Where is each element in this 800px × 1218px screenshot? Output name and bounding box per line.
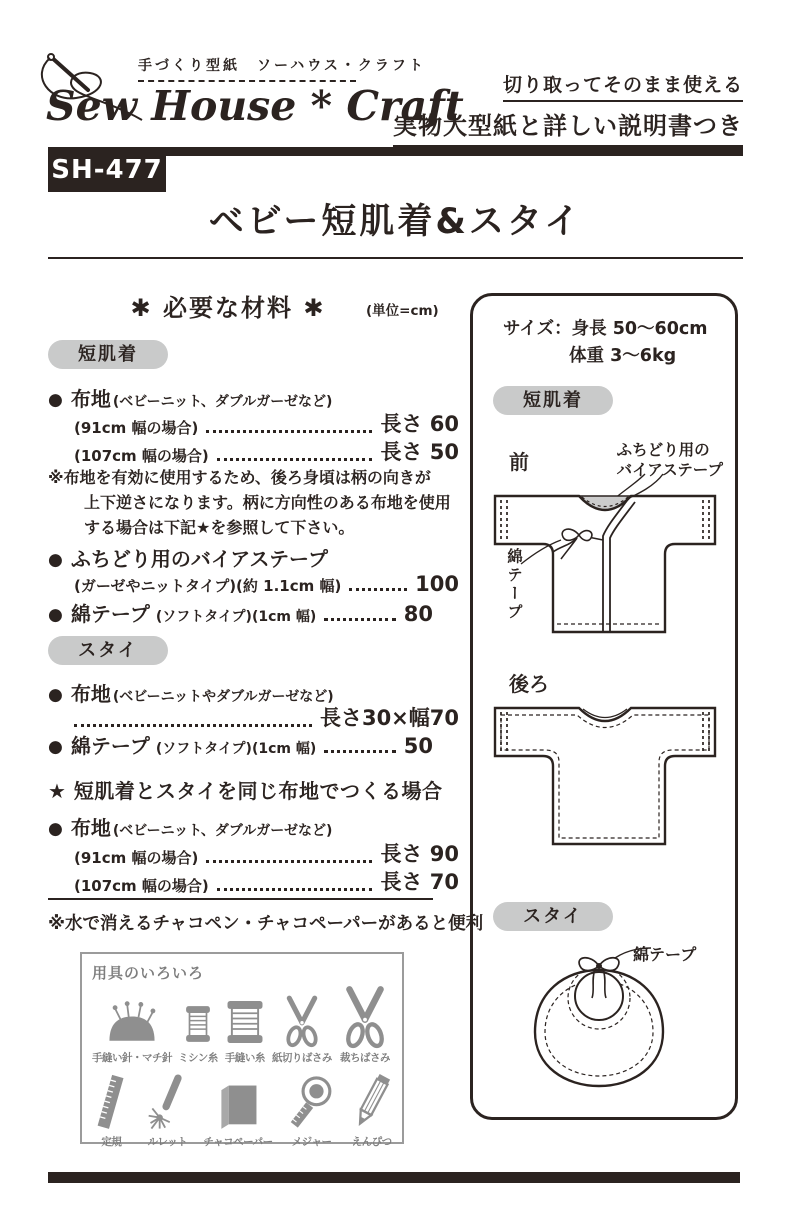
diagram-pill-shirt (493, 386, 613, 415)
row-value: 長さ30×幅70 (319, 706, 459, 730)
section-pill-bib (48, 636, 433, 665)
note-line: ※布地を有効に使用するため、後ろ身頃は柄の向きが (48, 468, 431, 487)
item-note: (ソフトタイプ)(1cm 幅) (155, 609, 317, 625)
diagram-pill-bib (493, 902, 613, 931)
cotton-tape-label-front: 綿テープ (505, 548, 523, 622)
dotted-leader (217, 888, 373, 891)
pill-label: スタイ (493, 902, 613, 931)
page-title: ベビー短肌着&スタイ (208, 202, 583, 242)
back-view-label: 後ろ (509, 672, 549, 696)
bullet-icon: ● (48, 550, 63, 570)
bullet-icon: ● (48, 605, 63, 625)
row-value: 50 (403, 734, 433, 758)
dotted-leader (74, 724, 312, 727)
annotation-line: ふちどり用の (616, 441, 710, 459)
brand-logo-text: Sew House * Craft (46, 82, 464, 130)
material-row (48, 572, 459, 596)
tools-row-1 (92, 985, 392, 1065)
tool-hand-thread (224, 995, 266, 1065)
row-label: (107cm 幅の場合) (74, 877, 209, 895)
tracing-wheel-icon (145, 1071, 189, 1133)
tool-label: えんぴつ (351, 1136, 392, 1148)
dotted-leader (206, 860, 372, 863)
tool-pins (92, 997, 172, 1065)
item-name: 綿テープ (70, 602, 150, 626)
row-label: (91cm 幅の場合) (74, 849, 199, 867)
annotation-line: バイアステープ (616, 461, 723, 480)
tool-label: ミシン糸 (178, 1052, 218, 1064)
note-line: する場合は下記★を参照して下さい。 (84, 517, 355, 537)
item-note: (ソフトタイプ)(1cm 幅) (155, 741, 317, 757)
tool-label: 裁ちばさみ (340, 1052, 390, 1064)
tool-tape-measure (287, 1071, 337, 1149)
scissors-icon (280, 993, 324, 1049)
pill-label: 短肌着 (48, 340, 168, 369)
item-name: 布地 (70, 682, 111, 706)
material-row (48, 702, 459, 732)
bib-diagram (511, 938, 701, 1096)
scissors-icon (338, 985, 392, 1049)
pill-label: スタイ (48, 636, 168, 665)
tool-label: 手縫い針・マチ針 (92, 1052, 172, 1064)
tool-label: メジャー (291, 1136, 332, 1148)
item-name: 布地 (70, 816, 111, 840)
fabric-direction-note (48, 466, 451, 540)
size-info (503, 316, 708, 370)
material-row (48, 838, 459, 868)
size-weight: 体重 3〜6kg (569, 346, 677, 367)
item-note: (ベビーニット、ダブルガーゼなど) (112, 823, 333, 839)
header-slogans (393, 70, 743, 147)
tool-pencil (351, 1071, 393, 1149)
material-item-cottontape (48, 598, 433, 627)
tool-machine-thread (178, 999, 218, 1065)
tape-measure-icon (287, 1071, 337, 1133)
chalk-paper-icon (214, 1075, 262, 1133)
materials-heading: ✱ 必要な材料 ✱ (130, 294, 326, 322)
dotted-leader (217, 458, 373, 461)
dotted-leader (206, 430, 372, 433)
note-line: 上下逆さになります。柄に方向性のある布地を使用 (84, 492, 451, 512)
slogan-line2: 実物大型紙と詳しい説明書つき (393, 102, 743, 147)
tool-label: ルレット (147, 1136, 188, 1148)
tool-label: 定規 (101, 1136, 122, 1148)
material-item-biastape (48, 543, 433, 572)
row-value: 長さ 60 (380, 412, 459, 436)
row-value: 長さ 90 (380, 842, 459, 866)
ruler-icon (91, 1071, 131, 1133)
material-row (48, 866, 459, 896)
item-name: ふちどり用のバイアステープ (70, 547, 329, 571)
brand-tagline: 手づくり型紙 ソーハウス・クラフト (138, 58, 426, 74)
materials-divider (48, 898, 433, 900)
material-item-fabric-combined (48, 812, 433, 841)
size-height: サイズ：身長 50〜60cm (503, 319, 708, 339)
tool-paper-scissors (272, 993, 332, 1065)
section-pill-shirt (48, 340, 433, 369)
diagram-panel (470, 293, 738, 1120)
tool-ruler (91, 1071, 131, 1149)
pencil-icon (351, 1071, 393, 1133)
item-name: 綿テープ (70, 734, 150, 758)
tool-tracing-wheel (145, 1071, 189, 1149)
dotted-leader (349, 588, 407, 591)
chalk-pen-tip: ※水で消えるチャコペン・チャコペーパーがあると便利 (48, 914, 484, 934)
combined-fabric-heading: ★ 短肌着とスタイを同じ布地でつくる場合 (48, 779, 443, 803)
front-view-label: 前 (509, 450, 529, 474)
footer-bar (48, 1172, 740, 1183)
row-value: 80 (403, 602, 433, 626)
thread-spool-icon (181, 999, 215, 1049)
tools-box (80, 952, 404, 1148)
bullet-icon: ● (48, 819, 63, 839)
item-note: (ベビーニット、ダブルガーゼなど) (112, 394, 333, 410)
row-label: (ガーゼやニットタイプ)(約 1.1cm 幅) (74, 577, 342, 595)
material-row (48, 436, 459, 466)
bullet-icon: ● (48, 390, 63, 410)
row-value: 長さ 70 (380, 870, 459, 894)
title-underline (48, 257, 743, 259)
row-label: (91cm 幅の場合) (74, 419, 199, 437)
dotted-leader (324, 618, 396, 621)
tools-box-title: 用具のいろいろ (92, 964, 205, 982)
tool-label: チャコペーパー (203, 1136, 273, 1148)
dotted-leader (324, 750, 396, 753)
tool-fabric-scissors (338, 985, 392, 1065)
row-value: 100 (415, 572, 459, 596)
material-item-cottontape-bib (48, 730, 433, 759)
bullet-icon: ● (48, 685, 63, 705)
materials-unit: (単位=cm) (366, 303, 439, 319)
tool-label: 手縫い糸 (224, 1052, 265, 1064)
pincushion-icon (103, 997, 161, 1049)
item-name: 布地 (70, 387, 111, 411)
item-note: (ベビーニットやダブルガーゼなど) (112, 689, 334, 705)
row-label: (107cm 幅の場合) (74, 447, 209, 465)
thread-spool-icon (224, 995, 266, 1049)
pill-label: 短肌着 (493, 386, 613, 415)
slogan-line1: 切り取ってそのまま使える (503, 70, 743, 102)
cotton-tape-label-bib: 綿テープ (633, 945, 697, 964)
back-garment-diagram (487, 698, 723, 866)
tool-label: 紙切りばさみ (271, 1052, 332, 1064)
tools-row-2 (92, 1071, 392, 1149)
bullet-icon: ● (48, 737, 63, 757)
pattern-code-badge: SH-477 (48, 147, 166, 192)
row-value: 長さ 50 (380, 440, 459, 464)
tool-chalk-paper (203, 1075, 272, 1149)
material-row (48, 408, 459, 438)
